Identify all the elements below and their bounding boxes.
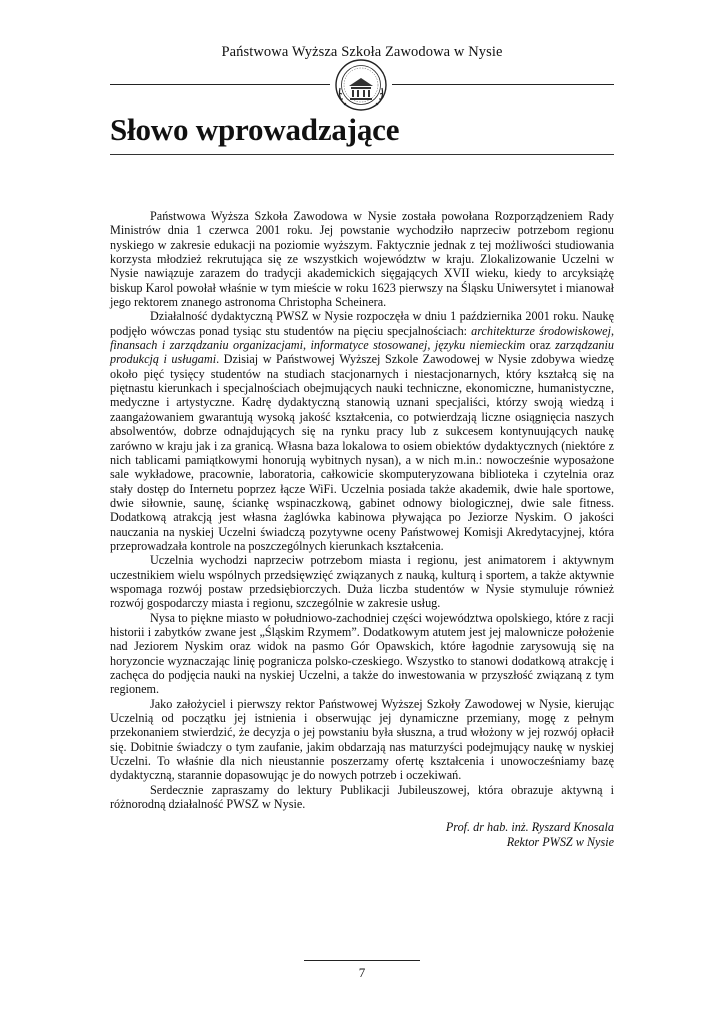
header-rule-left — [110, 84, 330, 85]
specialization: zarządzaniu produkcją i usługami — [110, 338, 614, 367]
specialization: architekturze środowiskowej — [471, 323, 611, 338]
signature-name: Prof. dr hab. inż. Ryszard Knosala — [445, 820, 614, 834]
paragraph: Nysa to piękne miasto w południowo-zachodniej części województwa opolskiego, które z racji historii i zabytków zwane jest „Śląskim Rzymem”. Dodatkowym atutem jest jej malownicze położenie nad Jeziorem Nyskim oraz widok na pasmo Gór Opawskich, które łagodnie zarysowują się na horyzoncie wyznaczając linię pogranicza polsko-czeskiego. Wszystko to stanowi dodatkową atrakcję i zachęca do podjęcia nauki na nyskiej Uczelni, a także do inwestowania w przyszłość związaną z tym regionem. — [110, 610, 614, 697]
university-seal-icon — [334, 58, 388, 112]
paragraph: Państwowa Wyższa Szkoła Zawodowa w Nysie została powołana Rozporządzeniem Rady Ministrów dnia 1 czerwca 2001 roku. Jej powstanie wychodziło naprzeciw potrzebom regionu nyskiego w zakresie edukacji na poziomie wyższym. Faktycznie jednak z tej możliwości studiowania korzysta młodzież rekrutująca się ze wszystkich województw w kraju. Zlokalizowanie Uczelni w Nysie nawiązuje zarazem do tradycji akademickich sięgających XVII wieku, kiedy to arcyksiążę biskup Karol powołał właśnie w tym mieście w roku 1623 pierwszy na Śląsku Uniwersytet i mianował jego rektorem znanego astronoma Christopha Scheinera. — [110, 209, 614, 310]
paragraph: Jako założyciel i pierwszy rektor Państwowej Wyższej Szkoły Zawodowej w Nysie, kierując Uczelnią od początku jej istnienia i obserwując jej dynamiczne przemiany, mogę z pełnym przekonaniem stwierdzić, że decyzja o jej powstaniu była słuszna, a trud włożony w jej rozwój opłacił się. Dobitnie świadczy o tym zaufanie, jakim obdarzają nas maturzyści podejmujący naukę w nyskiej Uczelni. To właśnie dla nich nieustannie poszerzamy ofertę kształcenia i unowocześniamy bazę dydaktyczną, starannie dopasowując je do nowych potrzeb i oczekiwań. — [110, 696, 614, 783]
separator: , — [303, 338, 311, 353]
separator: , — [610, 323, 615, 338]
heading-rule — [110, 154, 614, 155]
signature-role: Rektor PWSZ w Nysie — [506, 834, 614, 849]
article-body — [110, 209, 614, 811]
separator: oraz — [525, 338, 556, 353]
paragraph-intro: Działalność dydaktyczną PWSZ w Nysie rozpoczęła w dniu 1 października 2001 roku. Naukę podjęło wówczas ponad tysiąc stu studentów na pięciu specjalnościach: — [110, 309, 614, 338]
paragraph — [110, 309, 614, 553]
specialization: informatyce stosowanej — [310, 338, 428, 353]
signature-block — [446, 820, 614, 849]
paragraph: Uczelnia wychodzi naprzeciw potrzebom miasta i regionu, jest animatorem i aktywnym uczestnikiem wielu wspólnych przedsięwzięć związanych z nauką, kulturą i sportem, a także aktywnie wspomaga rozwój postaw przedsiębiorczych. Duża liczba studentów w Nysie stymuluje również rozwój gospodarczy miasta i regionu, szczególnie w zakresie usług. — [110, 553, 614, 611]
paragraph: Serdecznie zapraszamy do lektury Publikacji Jubileuszowej, która obrazuje aktywną i różnorodną działalność PWSZ w Nysie. — [110, 782, 614, 812]
separator: , — [427, 338, 435, 353]
header-rule-right — [392, 84, 614, 85]
page-number: 7 — [358, 965, 366, 980]
paragraph-rest: . Dzisiaj w Państwowej Wyższej Szkole Zawodowej w Nysie zdobywa wiedzę około pięć tysięcy studentów na studiach stacjonarnych i niestacjonarnych, który kształcą się na piętnastu kierunkach i specjalnościach obejmujących nauki techniczne, ekonomiczne, humanistyczne, medyczne i artystyczne. Kadrę dydaktyczną stanowią uznani specjaliści, którzy swoją wiedzą i zaangażowaniem gwarantują wysoką jakość kształcenia, co potwierdzają liczne osiągnięcia naszych absolwentów, dobrze odnajdujących się na rynku pracy lub z sukcesem kontynuujących naukę zarówno w kraju jak i za granicą. Własna baza lokalowa to osiem obiektów dydaktycznych (niektóre z nich tablicami pamiątkowymi honorują wybitnych nysan), a w nich m.in.: nowocześnie wyposażone sale wykładowe, pracownie, laboratoria, całkowicie skomputeryzowana biblioteka i czytelnia oraz stały dostęp do Internetu poprzez łącze WiFi. Uczelnia posiada także akademik, dwie hale sportowe, dwie siłownie, saunę, ściankę wspinaczkową, gabinet odnowy biologicznej, dwie sale fitness. Dodatkową atrakcją jest własna żaglówka kabinowa pływająca po Jeziorze Nyskim. O jakości nauczania na nyskiej Uczelni świadczą pozytywne oceny Państwowej Komisji Akredytacyjnej, która przeprowadzała kontrole na poszczególnych kierunkach kształcenia. — [110, 352, 615, 553]
footer-rule — [304, 960, 420, 961]
specialization: finansach i zarządzaniu organizacjami — [110, 338, 303, 353]
running-header: Państwowa Wyższa Szkoła Zawodowa w Nysie — [221, 44, 503, 60]
specialization: języku niemieckim — [434, 338, 526, 353]
page-heading: Słowo wprowadzające — [110, 112, 400, 147]
